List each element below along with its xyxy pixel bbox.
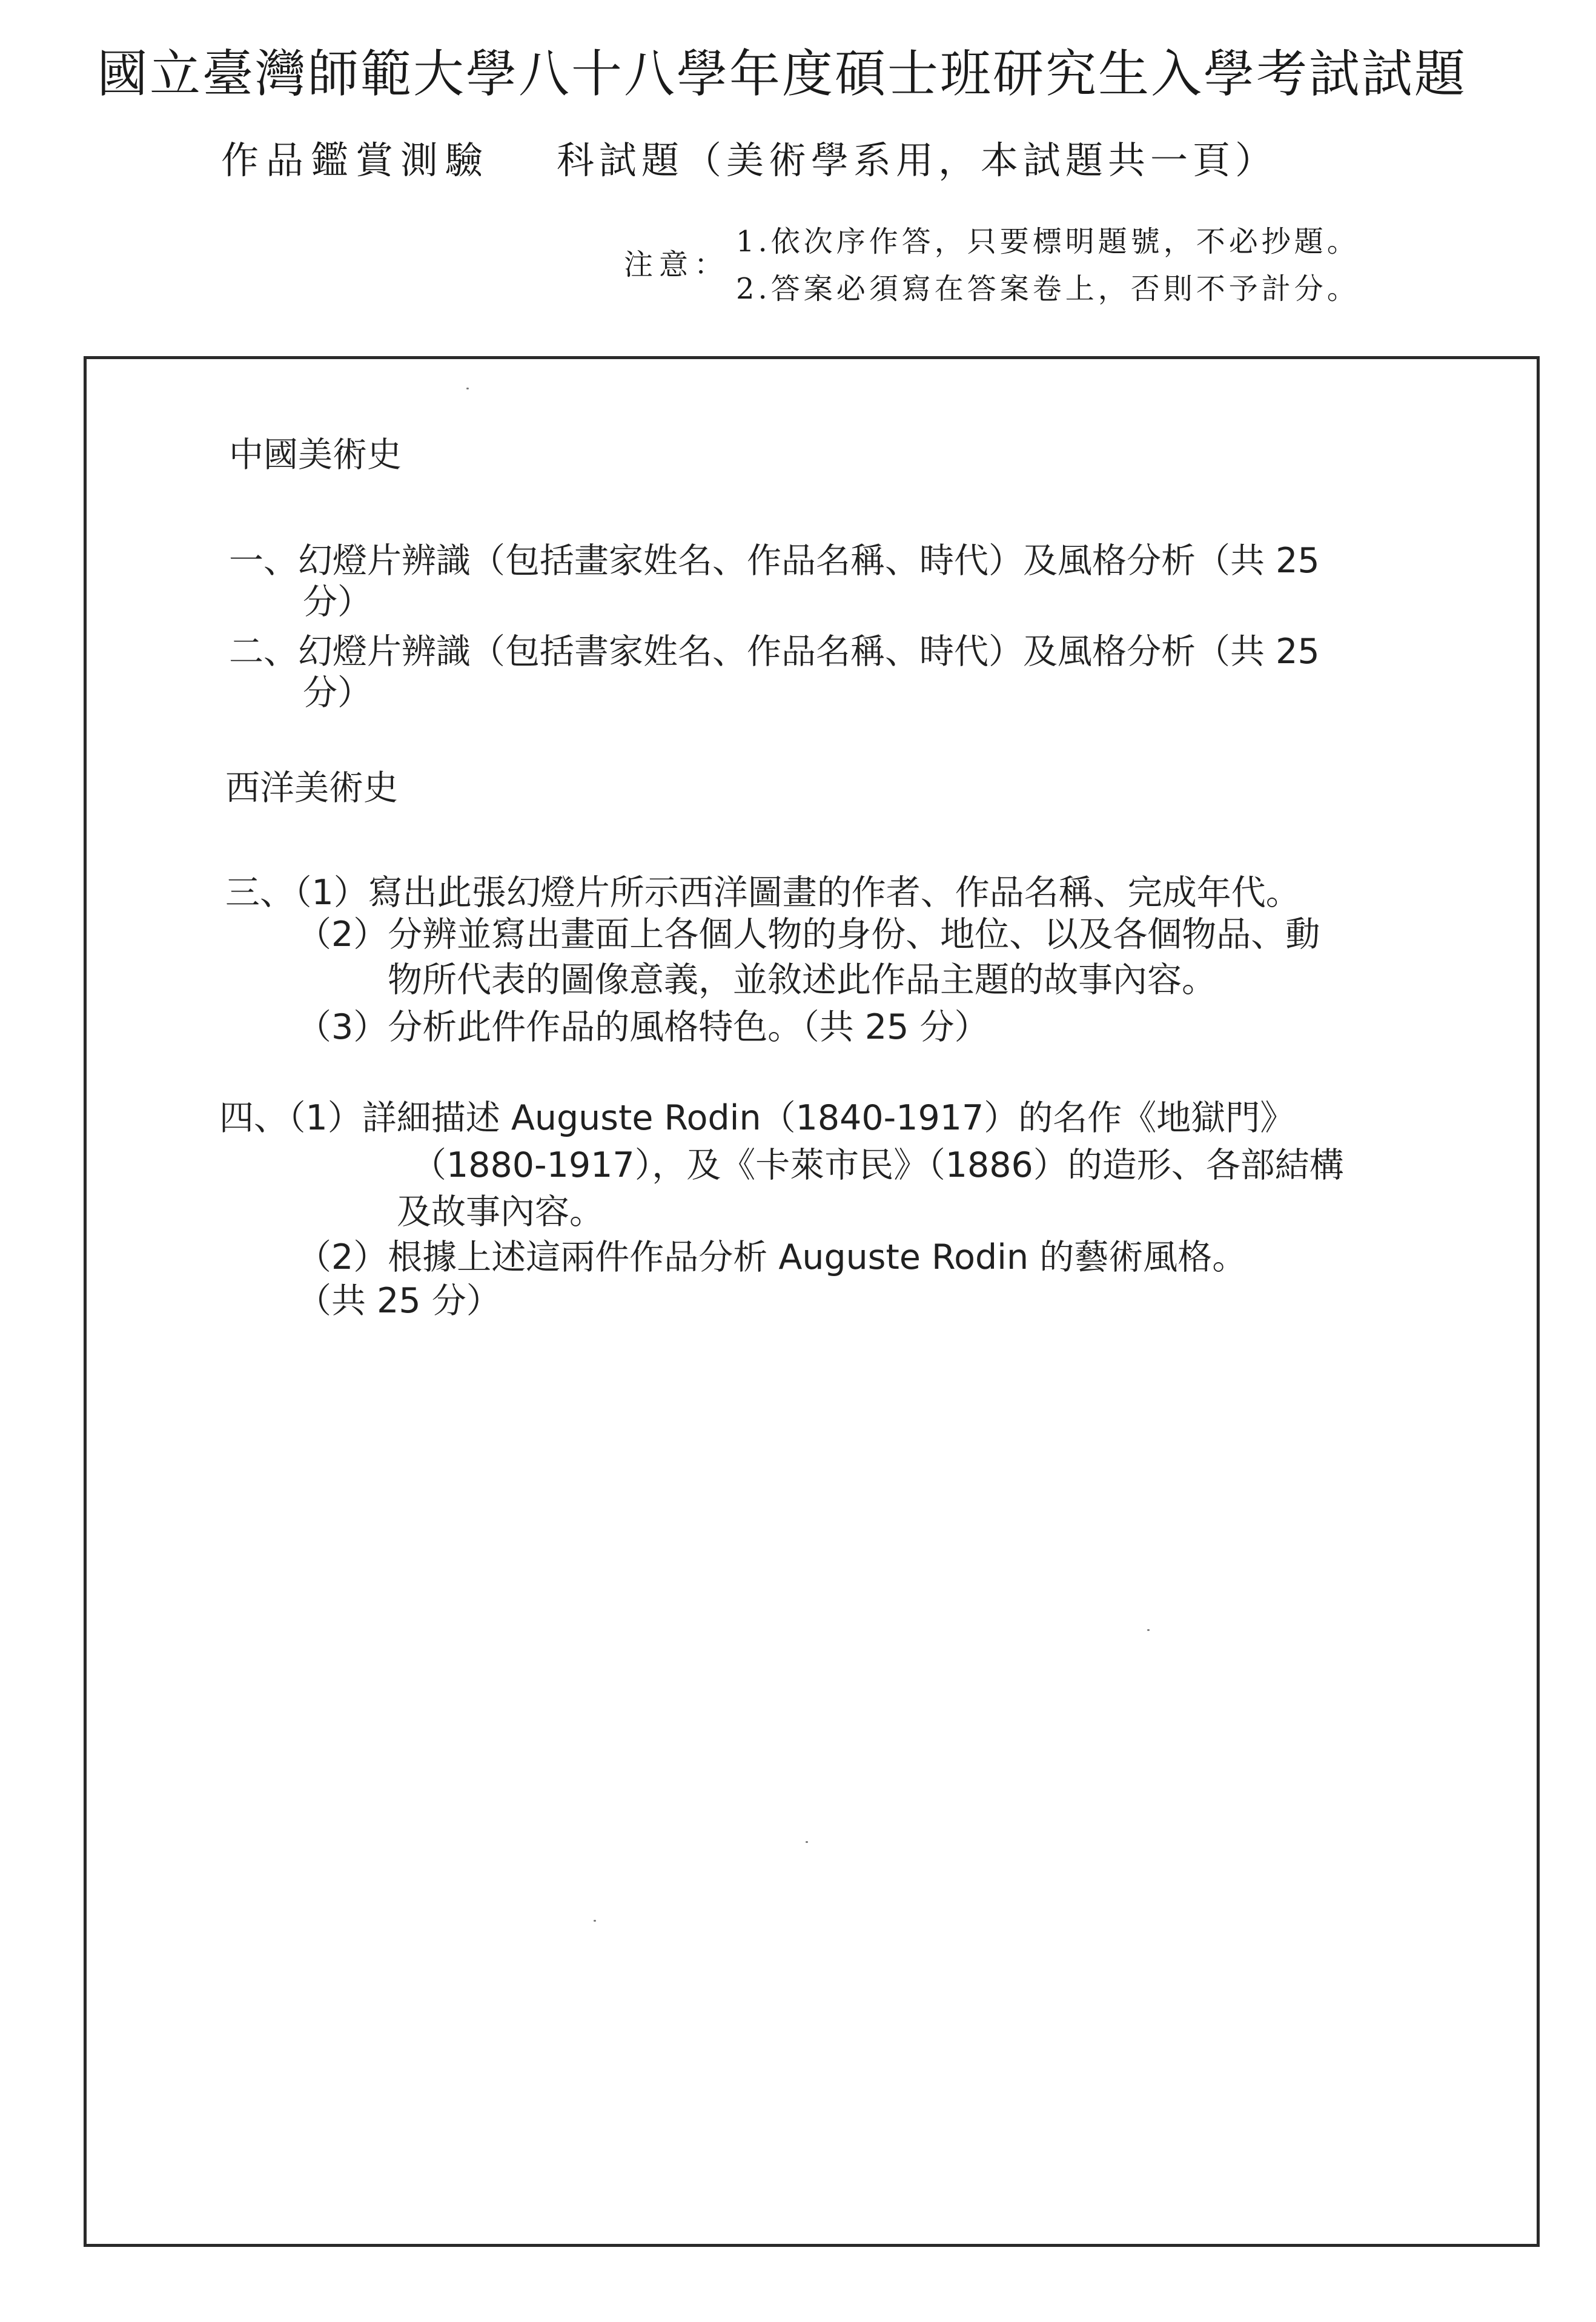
question-3-line-1: 三、（1）寫出此張幻燈片所示西洋圖畫的作者、作品名稱、完成年代。 xyxy=(225,873,1300,913)
question-4-line-2: （1880-1917），及《卡萊市民》（1886）的造形、各部結構 xyxy=(412,1145,1344,1185)
subject-name: 作品鑑賞測驗 xyxy=(221,138,491,182)
question-1-line-2: 分） xyxy=(303,582,372,622)
question-4-line-3: 及故事內容。 xyxy=(397,1192,604,1232)
question-3-line-4: （3）分析此件作品的風格特色。（共 25 分） xyxy=(297,1007,989,1047)
exam-title: 國立臺灣師範大學八十八學年度碩士班研究生入學考試試題 xyxy=(97,44,1468,104)
scan-speck xyxy=(466,388,469,389)
question-4-line-5: （共 25 分） xyxy=(297,1281,501,1321)
question-4-line-1: 四、（1）詳細描述 Auguste Rodin（1840-1917）的名作《地獄門》 xyxy=(219,1098,1295,1138)
question-3-line-2: （2）分辨並寫出畫面上各個人物的身份、地位、以及各個物品、動 xyxy=(297,915,1320,954)
question-2-line-1: 二、幻燈片辨識（包括書家姓名、作品名稱、時代）及風格分析（共 25 xyxy=(229,632,1320,672)
question-3-line-3: 物所代表的圖像意義，並敘述此作品主題的故事內容。 xyxy=(388,960,1216,1000)
section-heading-western: 西洋美術史 xyxy=(225,768,398,808)
notice-item-1: 1.依次序作答，只要標明題號，不必抄題。 xyxy=(736,225,1360,259)
exam-subtitle xyxy=(221,130,1493,184)
notice-item-2: 2.答案必須寫在答案卷上，否則不予計分。 xyxy=(736,272,1360,306)
question-4-line-4: （2）根據上述這兩件作品分析 Auguste Rodin 的藝術風格。 xyxy=(297,1237,1247,1277)
section-heading-chinese: 中國美術史 xyxy=(229,435,402,475)
question-1-line-1: 一、幻燈片辨識（包括畫家姓名、作品名稱、時代）及風格分析（共 25 xyxy=(229,541,1320,581)
scan-speck xyxy=(1147,1629,1150,1631)
subject-note: 科試題（美術學系用，本試題共一頁） xyxy=(557,138,1278,182)
notice-label: 注意： xyxy=(624,248,730,282)
question-2-line-2: 分） xyxy=(303,673,372,713)
scan-speck xyxy=(806,1841,808,1843)
scan-speck xyxy=(594,1920,596,1922)
